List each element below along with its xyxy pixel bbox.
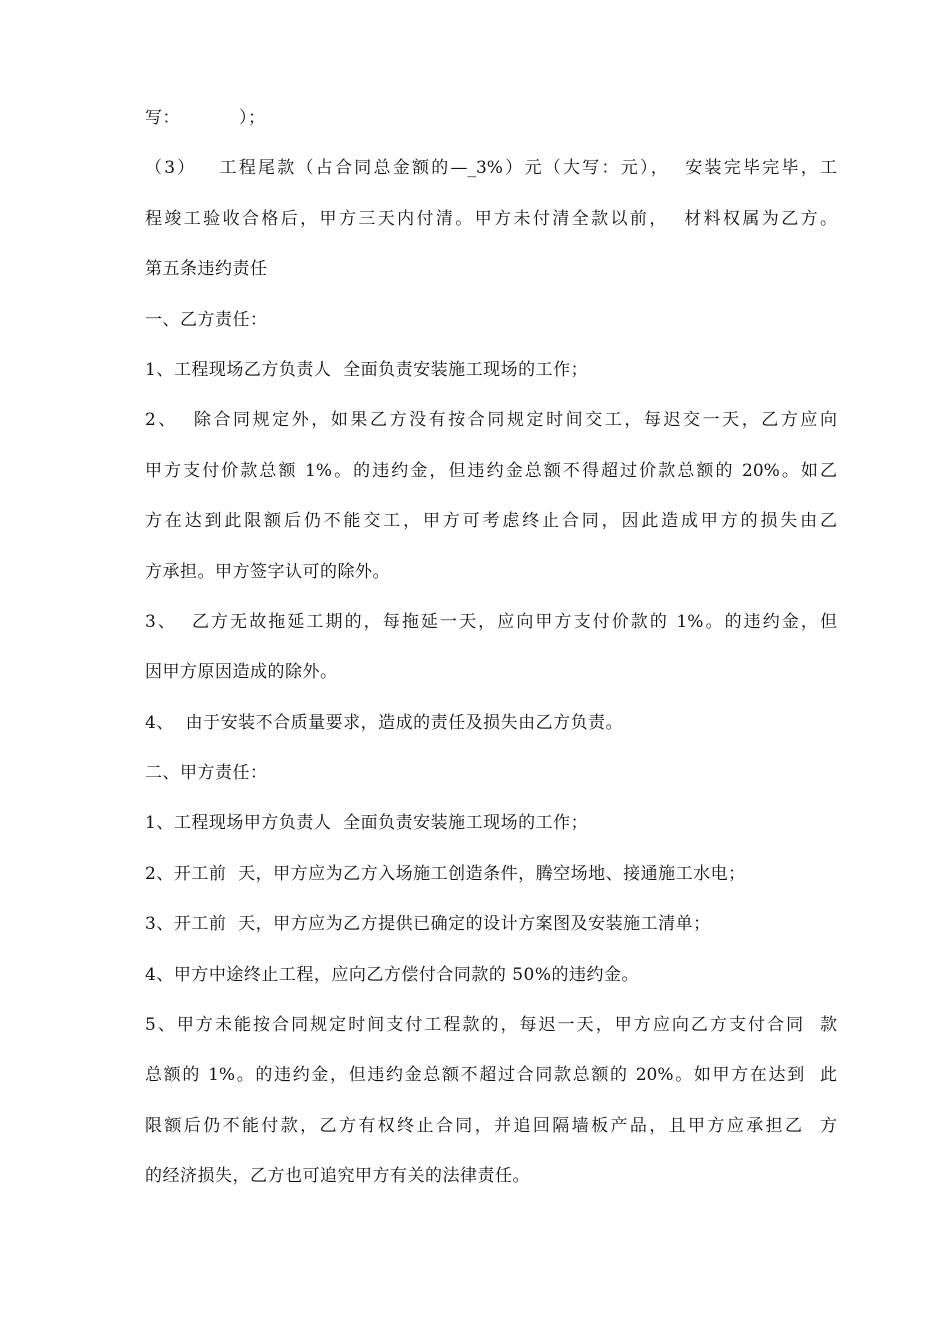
- text-line: 2、 除合同规定外，如果乙方没有按合同规定时间交工，每迟交一天，乙方应向: [145, 410, 837, 430]
- text-line: 限额后仍不能付款，乙方有权终止合同，并追回隔墙板产品，且甲方应承担乙 方: [145, 1116, 837, 1136]
- subsection-heading: 一、乙方责任：: [145, 310, 268, 330]
- text-line: 1、工程现场乙方负责人 全面负责安装施工现场的工作；: [145, 360, 589, 380]
- text-line: 1、工程现场甲方负责人 全面负责安装施工现场的工作；: [145, 813, 589, 833]
- text-line: 写： ）；: [145, 108, 266, 128]
- text-line: 因甲方原因造成的除外。: [145, 662, 338, 682]
- text-line: （3） 工程尾款（占合同总金额的—_3%）元（大写：元）， 安装完毕完毕，工: [145, 158, 837, 178]
- text-line: 3、 乙方无故拖延工期的，每拖延一天，应向甲方支付价款的 1%。的违约金，但: [145, 612, 837, 632]
- text-line: 程竣工验收合格后，甲方三天内付清。甲方未付清全款以前， 材料权属为乙方。: [145, 209, 837, 229]
- subsection-heading: 二、甲方责任：: [145, 763, 268, 783]
- section-heading: 第五条违约责任: [145, 259, 268, 279]
- text-line: 4、甲方中途终止工程，应向乙方偿付合同款的 50%的违约金。: [145, 965, 640, 985]
- text-line: 2、开工前 天，甲方应为乙方入场施工创造条件，腾空场地、接通施工水电；: [145, 864, 746, 884]
- text-line: 的经济损失，乙方也可追究甲方有关的法律责任。: [145, 1166, 530, 1186]
- text-line: 甲方支付价款总额 1%。的违约金，但违约金总额不得超过价款总额的 20%。如乙: [145, 461, 837, 481]
- text-line: 总额的 1%。的违约金，但违约金总额不超过合同款总额的 20%。如甲方在达到 此: [145, 1065, 837, 1085]
- text-line: 5、甲方未能按合同规定时间支付工程款的，每迟一天，甲方应向乙方支付合同 款: [145, 1015, 837, 1035]
- text-line: 方在达到此限额后仍不能交工，甲方可考虑终止合同，因此造成甲方的损失由乙: [145, 511, 837, 531]
- text-line: 3、开工前 天，甲方应为乙方提供已确定的设计方案图及安装施工清单；: [145, 914, 711, 934]
- text-line: 4、 由于安装不合质量要求，造成的责任及损失由乙方负责。: [145, 713, 624, 733]
- text-line: 方承担。甲方签字认可的除外。: [145, 562, 390, 582]
